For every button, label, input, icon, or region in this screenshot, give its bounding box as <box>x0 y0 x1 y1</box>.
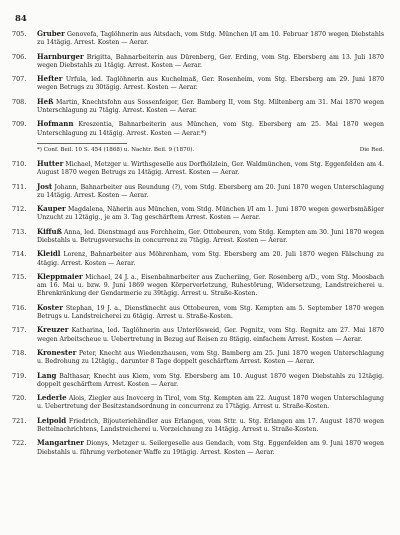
entry-number: 707. <box>12 75 27 84</box>
list-item <box>12 439 384 456</box>
entry-text: Dionys, Metzger u. Seilergeselle aus Gendach, vom Stg. Eggenfelden am 9. Juni 1870 wegen Diebstahls u. führung verbotener Waffe zu 19tägig. Arrest. Kosten — Aerar. <box>37 440 384 456</box>
entry-number: 712. <box>12 205 27 214</box>
entry-list <box>12 30 384 462</box>
entry-number: 720. <box>12 394 27 403</box>
entry-text: Katharina, led. Taglöhnerin aus Unterlösweid, Ger. Pegnitz, vom Stg. Regnitz am 27. Mai 1870 wegen Arbeitscheue u. Uebertretung in Bezug auf Reisen zu 8tägig. einfachem Arrest. Kosten — Aerar. <box>37 327 384 343</box>
list-item <box>12 228 384 245</box>
entry-surname: Leipold <box>37 415 67 425</box>
entry-surname: Hefter <box>37 74 63 84</box>
entry-number: 711. <box>12 182 27 191</box>
entry-number: 713. <box>12 227 27 236</box>
entry-surname: Kreuzer <box>37 325 69 335</box>
entry-number: 714. <box>12 250 27 259</box>
entry-surname: Kronester <box>37 347 77 357</box>
list-item <box>12 160 384 177</box>
entry-number: 709. <box>12 120 27 129</box>
entry-surname: Gruber <box>37 29 65 38</box>
entry-surname: Lederle <box>37 393 67 403</box>
entry-number: 717. <box>12 326 27 335</box>
entry-text: Friedrich, Bijouteriehändler aus Erlangen, vom Sttr. u. Stg. Erlangen am 17. August 1870 wegen Bettelnachrichtens, Landstreicherei u. Vorzeichnung zu 14tägig. Arrest u. Straße-Kosten. <box>37 417 385 433</box>
entry-text: Anna, led. Dienstmagd aus Forchheim, Ger. Ottobeuren, vom Stdg. Kempten am 30. Juni 1870 wegen Diebstahls u. Betrugsversuchs in concurrenz zu 7tägig. Arrest. Kosten — Aerar. <box>37 228 384 244</box>
entry-surname: Harnburger <box>37 51 84 61</box>
entry-text: Alois, Ziegler aus Inovcerg in Tirol, vom Stg. Kempten am 22. August 1870 wegen Unterschlagung u. Uebertretung der Besitzstandsordnung in concurrenz zu 17tägig. Arrest u. Straße-Kosten. <box>37 395 385 411</box>
list-item <box>12 183 384 200</box>
entry-text: Stephan, 19 J. a., Dienstknecht aus Ottobeuren, vom Stg. Kempten am 5. September 1870 wegen Betrugs u. Landstreicherei zu 6tägig. Arrest u. Straße-Kosten. <box>37 304 385 320</box>
entry-surname: Hutter <box>37 158 64 168</box>
entry-surname: Kleppmaier <box>37 271 83 281</box>
list-item <box>12 250 384 267</box>
footnote-ref: Die Red. <box>359 146 384 153</box>
entry-text: Peter, Knecht aus Wiedenzhausen, vom Stg. Bamberg am 25. Juni 1870 wegen Unterschlagung u. Bedrohung zu 12tägig., darunter 8 Tage doppelt geschärftem Arrest. Kosten — Aerar. <box>37 349 384 366</box>
list-item <box>12 120 384 137</box>
entry-surname: Hofmann <box>37 119 74 129</box>
entry-surname: Lang <box>37 370 57 380</box>
entry-text: Kreszentia, Bahnarbeiterin aus München, vom Stg. Ebersberg am 25. Mai 1870 wegen Unterschlagung zu 14tägig. Arrest. Kosten — Aerar.*) <box>37 121 385 137</box>
entry-number: 706. <box>12 52 27 61</box>
entry-text: Genovefa, Taglöhnerin aus Aitsdach, vom Stdg. München l/I am 10. Februar 1870 wegen Diebstahls zu 14tägig. Arrest. Kosten — Aerar. <box>37 31 385 47</box>
entry-text: Martin, Knechtsfohn aus Sossenfeiger, Ger. Bamberg II, vom Stg. Miltenberg am 31. Mai 1870 wegen Unterschlagung zu 7tägig. Arrest. Kosten — Aerar. <box>37 98 385 114</box>
entry-number: 705. <box>12 30 27 38</box>
entry-surname: Kauper <box>37 204 66 214</box>
list-item <box>12 304 384 321</box>
list-item <box>12 417 384 434</box>
list-item <box>12 205 384 222</box>
entry-text: Lorenz, Bahnarbeiter aus Möhrenham, vom Stg. Ebersberg am 20. Juli 1870 wegen Fälschung zu 4tägig. Arrest. Kosten — Aerar. <box>37 251 384 267</box>
list-item <box>12 53 384 70</box>
list-item <box>12 372 384 389</box>
entry-number: 708. <box>12 97 27 106</box>
list-item <box>12 326 384 343</box>
entry-text: Urfula, led. Taglöhnerin aus Kuchelmaß, Ger. Rosenheim, vom Stg. Ebersberg am 29. Juni 1870 wegen Betrugs zu 30tägig. Arrest. Kosten — Aerar. <box>37 76 385 92</box>
entry-number: 718. <box>12 348 27 357</box>
footnote-rule <box>37 143 127 144</box>
entry-surname: Kiffuß <box>37 226 62 236</box>
list-item <box>12 273 384 299</box>
entry-text: Magdalena, Näherin aus München, vom Stdg. München l/I am 1. Juni 1870 wegen gewerbsmäßiger Unzucht zu 12tägig., je am 3. Tag geschärftem Arrest. Kosten — Aerar. <box>37 206 384 222</box>
list-item <box>12 349 384 366</box>
entry-surname: Kleidl <box>37 249 61 259</box>
entry-text: Brigitta, Bahnarbeiterin aus Dürenberg, Ger. Erding, vom Stg. Ebersberg am 13. Juli 1870 wegen Diebstahls zu 1tägig. Arrest. Kosten — Aerar. <box>37 53 384 69</box>
entry-text: Johann, Bahnarbeiter aus Reundung (?), vom Stdg. Ebersberg am 20. Juni 1870 wegen Unterschlagung zu 14tägig. Arrest. Kosten — Aerar. <box>37 183 385 199</box>
entry-surname: Mangartner <box>37 438 84 448</box>
entry-number: 710. <box>12 159 27 168</box>
entry-number: 715. <box>12 272 27 281</box>
entry-surname: Koster <box>37 302 63 312</box>
entry-text: Michael, Metzger u. Wirthsgeselle aus Dorfhölzlein, Ger. Waldmünchen, vom Stg. Eggenfelden am 4. August 1870 wegen Betrugs zu 14tägig. Arrest. Kosten — Aerar. <box>37 160 384 177</box>
entry-number: 721. <box>12 416 27 425</box>
list-item <box>12 394 384 411</box>
entry-text: Michael, 24 J. a., Eisenbahnarbeiter aus Zucheriing, Ger. Rosenberg a/D., vom Stg. Moosbach am 16. Mai u. bzw. 9. Juni 1869 wegen Körperverletzung, Ruhestörung, Widersetzung, Landstreicherei u. Ehrenkränkung der Gendarmerie zu 39tägig. Arrest u. Straße-Kosten. <box>37 273 385 298</box>
entry-text: Balthasar, Knecht aus Kiem, vom Stg. Ebersberg am 10. August 1870 wegen Diebstahls zu 12tägig. doppelt geschärftem Arrest. Kosten — Aerar. <box>37 372 384 388</box>
entry-number: 722. <box>12 439 27 448</box>
list-item <box>12 30 384 47</box>
footnote <box>37 147 384 154</box>
entry-number: 716. <box>12 303 27 312</box>
entry-surname: Jost <box>37 181 53 191</box>
list-item <box>12 75 384 92</box>
entry-number: 719. <box>12 371 27 380</box>
list-item <box>12 98 384 115</box>
footnote-text: *) Conf. Beil. 10 S. 454 (1868) u. Nachtr. Beil. 9 (1870). <box>37 146 195 153</box>
entry-surname: Heß <box>37 96 54 106</box>
page-number: 84 <box>15 14 27 24</box>
